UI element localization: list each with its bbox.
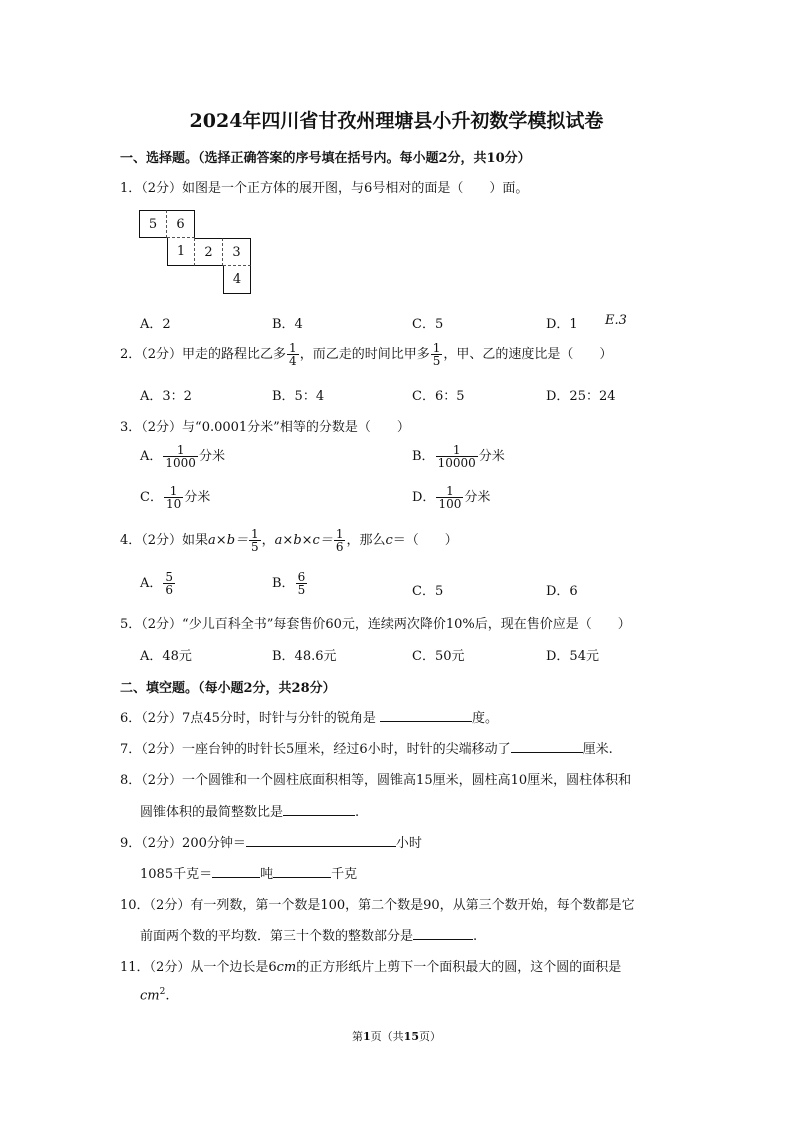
q5-option-a: A．48元 <box>140 649 192 664</box>
q2-text-mid: ，而乙走的时间比甲多 <box>299 347 430 362</box>
q10-text-post: . <box>473 929 478 944</box>
question-5: 5．（2分）“少儿百科全书”每套售价60元，连续两次降价10%后，现在售价应是（ ） <box>120 617 631 632</box>
question-10-line-2 <box>140 925 477 944</box>
q1-option-e: E.3 <box>605 313 627 328</box>
q3-option-b <box>412 444 505 469</box>
question-9-line-2 <box>140 863 357 882</box>
fraction-denominator: 4 <box>289 354 297 368</box>
q4-option-b <box>272 571 308 596</box>
fraction-numerator: 1 <box>251 527 259 541</box>
net-face-4: 4 <box>223 266 251 294</box>
option-fraction <box>436 485 463 510</box>
q2-option-c: C．6：5 <box>412 389 465 404</box>
q11-number: 6 <box>268 960 277 975</box>
net-face-2: 2 <box>195 238 223 266</box>
fraction-numerator: 1 <box>436 444 478 457</box>
fraction-denominator: 5 <box>251 540 259 554</box>
q4-text-post: ＝（ ） <box>392 533 458 548</box>
q4-fraction-2 <box>334 528 346 553</box>
question-11 <box>120 956 621 975</box>
question-8: 8．（2分）一个圆锥和一个圆柱底面积相等，圆锥高15厘米，圆柱高10厘米，圆柱体积和 <box>120 773 632 788</box>
q6-text-pre: 6．（2分）7点45分时，时针与分针的锐角是 <box>120 711 376 726</box>
fraction-denominator: 10 <box>165 497 182 511</box>
answer-blank[interactable] <box>283 802 355 816</box>
question-3: 3．（2分）与“0.0001分米”相等的分数是（ ） <box>120 420 410 435</box>
footer-pre: 第 <box>352 1030 364 1043</box>
q9-line2-a: 1085千克＝ <box>140 867 213 882</box>
q7-text-post: 厘米. <box>582 742 613 757</box>
question-7 <box>120 738 613 757</box>
q1-option-a: A．2 <box>140 317 171 332</box>
option-unit: 分米 <box>198 449 225 464</box>
q2-text-post: ，甲、乙的速度比是（ ） <box>443 347 613 362</box>
net-face-3: 3 <box>223 238 251 266</box>
option-label: B． <box>272 576 295 591</box>
option-label: A． <box>140 576 163 591</box>
question-4 <box>120 528 458 553</box>
section-heading-fill-in: 二、填空题。（每小题2分，共28分） <box>120 681 336 696</box>
footer-mid: 页（共 <box>370 1030 404 1043</box>
page-footer <box>0 1028 793 1044</box>
fraction-numerator: 1 <box>289 341 297 355</box>
q5-option-c: C．50元 <box>412 649 465 664</box>
q4-option-d: D．6 <box>546 584 578 599</box>
q2-option-d: D．25：24 <box>546 389 616 404</box>
q3-option-d <box>412 485 490 510</box>
footer-total-pages: 15 <box>403 1030 419 1043</box>
question-1: 1．（2分）如图是一个正方体的展开图，与6号相对的面是（ ）面。 <box>120 181 529 196</box>
q4-text-mid: ，那么 <box>346 533 386 548</box>
option-unit: 分米 <box>184 490 211 505</box>
fraction-denominator: 5 <box>432 354 441 368</box>
net-face-1: 1 <box>167 238 195 266</box>
q4-text-pre: 4．（2分）如果 <box>120 533 209 548</box>
q6-text-post: 度。 <box>472 711 499 726</box>
q11-unit: cm <box>276 960 297 975</box>
answer-blank[interactable] <box>246 833 396 847</box>
q7-text-pre: 7．（2分）一座台钟的时针长5厘米，经过6小时，时针的尖端移动了 <box>120 742 511 757</box>
q3-option-a <box>140 444 225 469</box>
q9-line2-c: 千克 <box>331 867 358 882</box>
fraction-numerator: 1 <box>436 485 463 498</box>
q1-option-b: B．4 <box>272 317 303 332</box>
question-9 <box>120 832 422 851</box>
q2-option-b: B．5：4 <box>272 389 325 404</box>
question-2 <box>120 342 612 367</box>
q1-option-c: C．5 <box>412 317 444 332</box>
q9-text-post: 小时 <box>395 836 422 851</box>
fraction-numerator: 1 <box>164 485 183 498</box>
q4-option-a <box>140 571 176 596</box>
option-label: D． <box>412 490 436 505</box>
answer-blank[interactable] <box>413 926 473 940</box>
option-fraction <box>436 444 478 469</box>
q5-option-b: B．48.6元 <box>272 649 337 664</box>
q11-area-unit: cm <box>140 988 160 1004</box>
q10-text: 前面两个数的平均数．第三十个数的整数部分是 <box>140 929 414 944</box>
answer-blank[interactable] <box>380 708 472 722</box>
fraction-denominator: 100 <box>438 497 462 511</box>
q2-fraction-1 <box>287 342 299 367</box>
option-label: B． <box>412 449 435 464</box>
q4-variable: c <box>385 533 393 548</box>
q4-option-c: C．5 <box>412 584 444 599</box>
q4-expression-1: a×b＝ <box>208 533 249 548</box>
q4-expression-2: a×b×c＝ <box>274 533 333 548</box>
option-unit: 分米 <box>464 490 491 505</box>
answer-blank[interactable] <box>273 864 331 878</box>
q2-fraction-2 <box>431 342 443 367</box>
answer-blank[interactable] <box>511 739 583 753</box>
fraction-denominator: 6 <box>165 583 174 597</box>
page-title: 2024年四川省甘孜州理塘县小升初数学模拟试卷 <box>189 110 604 132</box>
net-face-5: 5 <box>139 210 167 238</box>
option-unit: 分米 <box>478 449 505 464</box>
footer-post: 页） <box>418 1030 441 1043</box>
fraction-denominator: 6 <box>335 540 344 554</box>
q8-text-post: . <box>355 805 360 820</box>
q3-option-c <box>140 485 210 510</box>
option-label: C． <box>140 490 163 505</box>
q4-separator: ， <box>261 533 275 548</box>
footer-page-number: 1 <box>363 1030 371 1043</box>
q4-fraction-1 <box>249 528 261 553</box>
question-8-line-2 <box>140 801 359 820</box>
question-10: 10．（2分）有一列数，第一个数是100，第二个数是90，从第三个数开始，每个数都是它 <box>120 898 635 913</box>
fraction-denominator: 5 <box>297 583 306 597</box>
option-fraction <box>163 444 198 469</box>
fraction-denominator: 10000 <box>437 456 476 470</box>
q9-text-pre: 9．（2分）200分钟＝ <box>120 836 246 851</box>
q11-text-end: . <box>165 988 170 1004</box>
option-label: A． <box>140 449 163 464</box>
option-fraction <box>164 485 183 510</box>
fraction-numerator: 1 <box>432 341 441 355</box>
question-11-line-2 <box>140 987 169 1003</box>
question-6 <box>120 707 498 726</box>
fraction-numerator: 1 <box>163 444 198 457</box>
q11-text-post: 的正方形纸片上剪下一个面积最大的圆，这个圆的面积是 <box>296 960 622 975</box>
q9-line2-b: 吨 <box>260 867 274 882</box>
q5-option-d: D．54元 <box>546 649 599 664</box>
fraction-denominator: 1000 <box>165 456 196 470</box>
fraction-numerator: 1 <box>335 527 344 541</box>
q11-text-pre: 11．（2分）从一个边长是 <box>120 960 269 975</box>
q2-text-pre: 2．（2分）甲走的路程比乙多 <box>120 347 287 362</box>
option-fraction <box>163 571 175 596</box>
q1-option-d: D．1 <box>546 317 578 332</box>
fraction-numerator: 6 <box>297 570 306 584</box>
answer-blank[interactable] <box>212 864 260 878</box>
net-face-6: 6 <box>167 210 195 238</box>
q2-option-a: A．3：2 <box>140 389 192 404</box>
q11-exponent: 2 <box>159 987 166 997</box>
fraction-numerator: 5 <box>165 570 174 584</box>
option-fraction <box>296 571 308 596</box>
section-heading-choice: 一、选择题。（选择正确答案的序号填在括号内。每小题2分，共10分） <box>120 151 531 166</box>
q8-text: 圆锥体积的最简整数比是 <box>140 805 284 820</box>
